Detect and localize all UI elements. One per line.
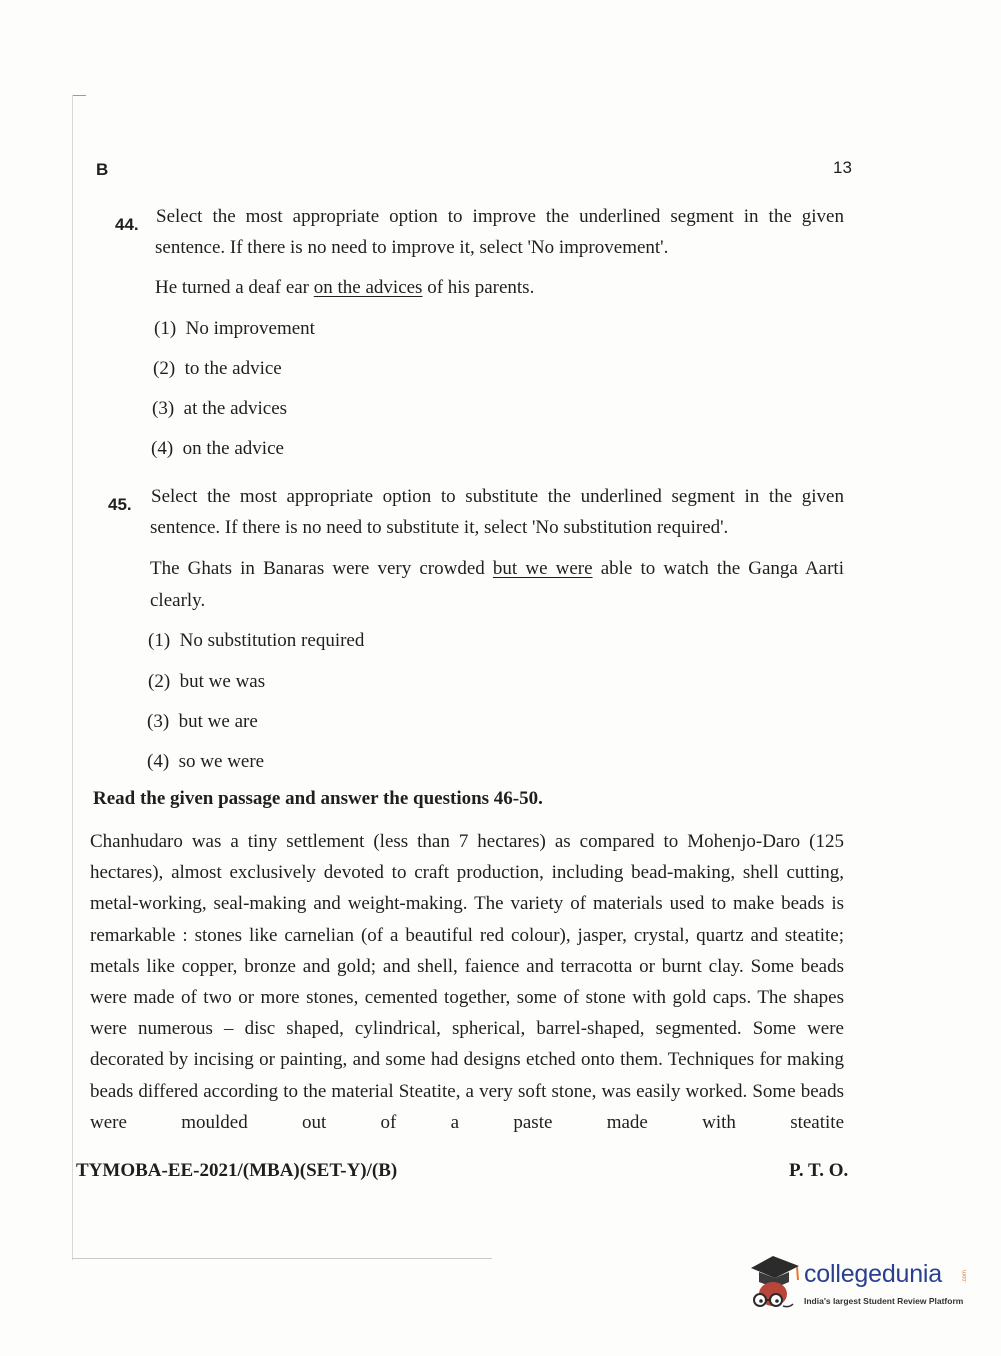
page-number: 13 bbox=[833, 158, 852, 177]
option-item: (2) to the advice bbox=[153, 358, 282, 379]
paper-code: TYMOBA-EE-2021/(MBA)(SET-Y)/(B) bbox=[76, 1160, 398, 1181]
collegedunia-logo bbox=[743, 1250, 971, 1314]
underlined-segment: on the advices bbox=[313, 277, 423, 298]
option-item: (1) No substitution required bbox=[148, 630, 365, 651]
logo-tagline: India's largest Student Review Platform bbox=[804, 1296, 964, 1306]
set-letter: B bbox=[96, 160, 109, 179]
sentence-continuation: clearly. bbox=[150, 590, 206, 611]
mascot-icon bbox=[743, 1250, 805, 1314]
option-item: (1) No improvement bbox=[154, 318, 315, 339]
question-number: 45. bbox=[108, 495, 132, 514]
instruction-line: sentence. If there is no need to improve it, select 'No improvement'. bbox=[155, 237, 669, 258]
question-sentence bbox=[155, 272, 534, 303]
underlined-segment: but we were bbox=[492, 558, 593, 579]
logo-wordmark: collegedunia bbox=[804, 1260, 942, 1288]
scan-edge-top bbox=[72, 95, 86, 96]
pto-label: P. T. O. bbox=[789, 1160, 849, 1181]
question-sentence bbox=[150, 553, 844, 584]
option-item: (2) but we was bbox=[148, 671, 266, 692]
sentence-text: able to watch the Ganga Aarti bbox=[592, 558, 844, 579]
option-item: (3) but we are bbox=[147, 711, 258, 732]
question-number: 44. bbox=[115, 215, 139, 234]
sentence-text: He turned a deaf ear bbox=[155, 277, 314, 298]
scan-edge-left bbox=[72, 95, 73, 1260]
instruction-line: sentence. If there is no need to substitute it, select 'No substitution required'. bbox=[150, 517, 729, 538]
scan-edge-bottom bbox=[72, 1258, 492, 1259]
sentence-text: The Ghats in Banaras were very crowded bbox=[150, 558, 493, 579]
instruction-line: Select the most appropriate option to improve the underlined segment in the given bbox=[156, 206, 844, 227]
passage-text: Chanhudaro was a tiny settlement (less than 7 hectares) as compared to Mohenjo-Daro (125 hectares), almost exclusively devoted to craft production, including bead-making, shell cutting, metal-working, seal-making and weight-making. The variety of materials used to make beads is remarkable : stones like carnelian (of a beautiful red colour), jasper, crystal, quartz and steatite; metals like copper, bronze and gold; and shell, faience and terracotta or burnt clay. Some beads were made of two or more stones, cemented together, some of stone with gold caps. The shapes were numerous – disc shaped, cylindrical, spherical, barrel-shaped, segmented. Some were decorated by incising or painting, and some had designs etched onto them. Techniques for making beads differed according to the material Steatite, a very soft stone, was easily worked. Some beads were moulded out of a paste made with steatite bbox=[90, 831, 844, 1133]
instruction-line: Select the most appropriate option to substitute the underlined segment in the given bbox=[151, 486, 844, 507]
option-item: (3) at the advices bbox=[152, 398, 288, 419]
option-item: (4) on the advice bbox=[151, 438, 284, 459]
sentence-text: of his parents. bbox=[422, 277, 535, 298]
option-item: (4) so we were bbox=[147, 751, 265, 772]
passage-heading: Read the given passage and answer the questions 46-50. bbox=[93, 788, 543, 809]
logo-domain: .com bbox=[962, 1270, 968, 1284]
